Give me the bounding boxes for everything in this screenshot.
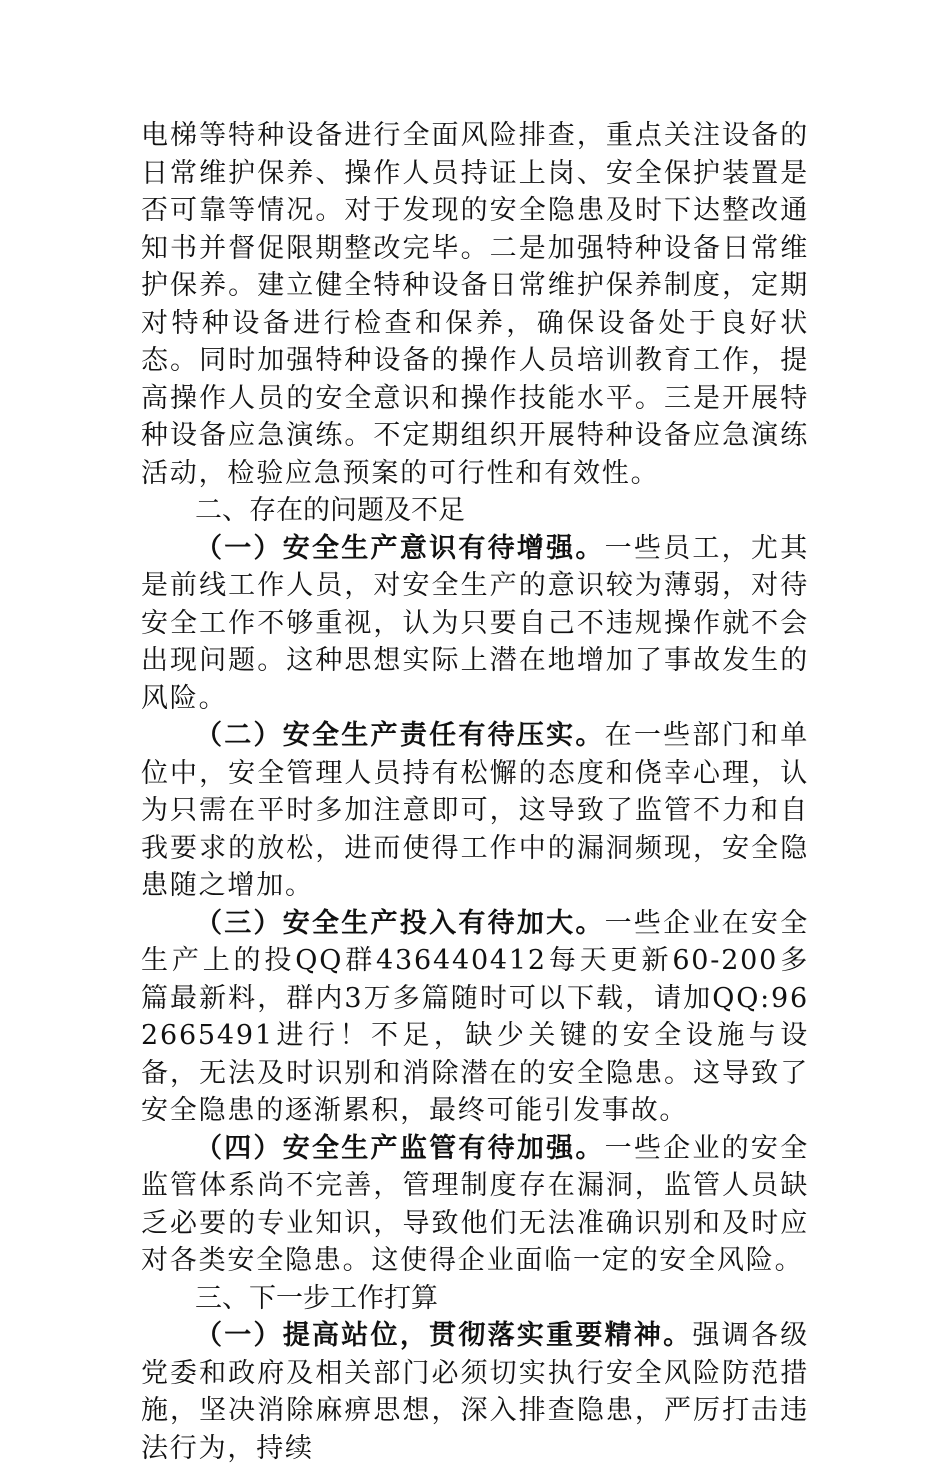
next-step-1-text: 强调各级党委和政府及相关部门必须切实执行安全风险防范措施，坚决消除麻痹思想，深入排查隐患，严厉打击违法行为，持续 <box>141 1320 809 1464</box>
problem-4-text: 一些企业的安全监管体系尚不完善，管理制度存在漏洞，监管人员缺乏必要的专业知识，导致他们无法准确识别和及时应对各类安全隐患。这使得企业面临一定的安全风险。 <box>141 1132 809 1276</box>
paragraph-problem-2 <box>141 717 809 905</box>
paragraph-problem-3 <box>141 905 809 1130</box>
section-heading-next-steps: 三、下一步工作打算 <box>195 1282 438 1314</box>
section-heading-problems: 二、存在的问题及不足 <box>195 495 465 526</box>
problem-2-text: 在一些部门和单位中，安全管理人员持有松懈的态度和侥幸心理，认为只需在平时多加注意即可，这导致了监管不力和自我要求的放松，进而使得工作中的漏洞频现，安全隐患随之增加。 <box>141 720 809 901</box>
problem-2-heading: （二）安全生产责任有待压实。 <box>195 720 605 751</box>
problem-3-text: 一些企业在安全生产上的投QQ群436440412每天更新60-200多篇最新料，群内3万多篇随时可以下载，请加QQ:962665491进行！不足，缺少关键的安全设施与设备，无法及时识别和消除潜在的安全隐患。这导致了安全隐患的逐渐累积，最终可能引发事故。 <box>141 907 809 1126</box>
paragraph-problem-1 <box>141 530 809 718</box>
paragraph-problem-4 <box>141 1130 809 1280</box>
paragraph-special-equipment: 电梯等特种设备进行全面风险排查，重点关注设备的日常维护保养、操作人员持证上岗、安全保护装置是否可靠等情况。对于发现的安全隐患及时下达整改通知书并督促限期整改完毕。二是加强特种设备日常维护保养。建立健全特种设备日常维护保养制度，定期对特种设备进行检查和保养，确保设备处于良好状态。同时加强特种设备的操作人员培训教育工作，提高操作人员的安全意识和操作技能水平。三是开展特种设备应急演练。不定期组织开展特种设备应急演练活动，检验应急预案的可行性和有效性。 <box>141 120 809 489</box>
problem-1-text: 一些员工，尤其是前线工作人员，对安全生产的意识较为薄弱，对待安全工作不够重视，认为只要自己不违规操作就不会出现问题。这种思想实际上潜在地增加了事故发生的风险。 <box>141 532 809 714</box>
next-step-1-heading: （一）提高站位，贯彻落实重要精神。 <box>195 1320 693 1351</box>
problem-3-heading: （三）安全生产投入有待加大。 <box>195 907 605 939</box>
document-body <box>141 117 809 1467</box>
problem-1-heading: （一）安全生产意识有待增强。 <box>195 532 605 564</box>
problem-4-heading: （四）安全生产监管有待加强。 <box>195 1132 605 1164</box>
paragraph-next-step-1 <box>141 1317 809 1467</box>
